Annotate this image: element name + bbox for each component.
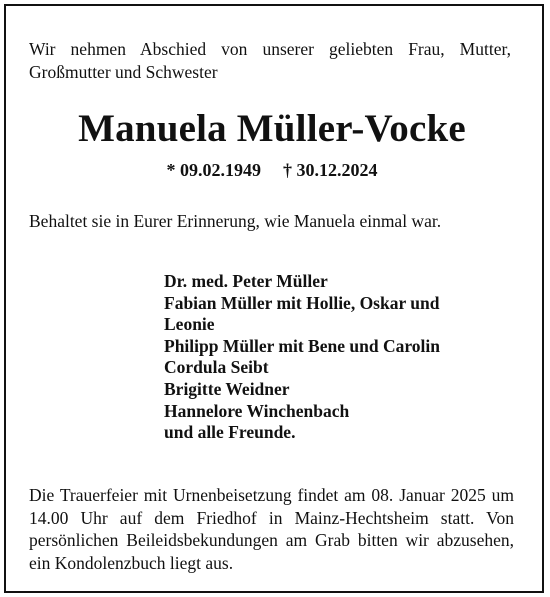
life-dates — [0, 158, 544, 182]
mourners-list — [164, 271, 504, 444]
mourner-line: Fabian Müller mit Hollie, Oskar und — [164, 292, 440, 313]
birth-symbol: * — [166, 160, 176, 180]
mourner-line: Hannelore Winchenbach — [164, 400, 350, 421]
mourner-line: Leonie — [164, 314, 215, 335]
mourner-line: Brigitte Weidner — [164, 378, 290, 399]
memory-text: Behaltet sie in Eurer Erinnerung, wie Manuela einmal war. — [29, 211, 442, 231]
birth-date: 09.02.1949 — [180, 160, 261, 180]
intro-text: Wir nehmen Abschied von unserer geliebten Frau, Mutter, Großmutter und Schwester — [29, 39, 511, 82]
death-date: 30.12.2024 — [296, 160, 378, 180]
mourner-line: Cordula Seibt — [164, 357, 269, 378]
mourner-line: Philipp Müller mit Bene und Carolin — [164, 335, 440, 356]
mourner-line: und alle Freunde. — [164, 422, 296, 443]
mourner-line: Dr. med. Peter Müller — [164, 271, 328, 291]
death-cross-icon: † — [283, 160, 292, 180]
service-text: Die Trauerfeier mit Urnenbeisetzung findet am 08. Januar 2025 um 14.00 Uhr auf dem Friedhof in Mainz-Hechtsheim statt. Von persönlichen Beileidsbekundungen am Grab bitten wir abzusehen, ein Kondolenzbuch liegt aus. — [29, 485, 514, 573]
deceased-name: Manuela Müller-Vocke — [78, 107, 466, 150]
